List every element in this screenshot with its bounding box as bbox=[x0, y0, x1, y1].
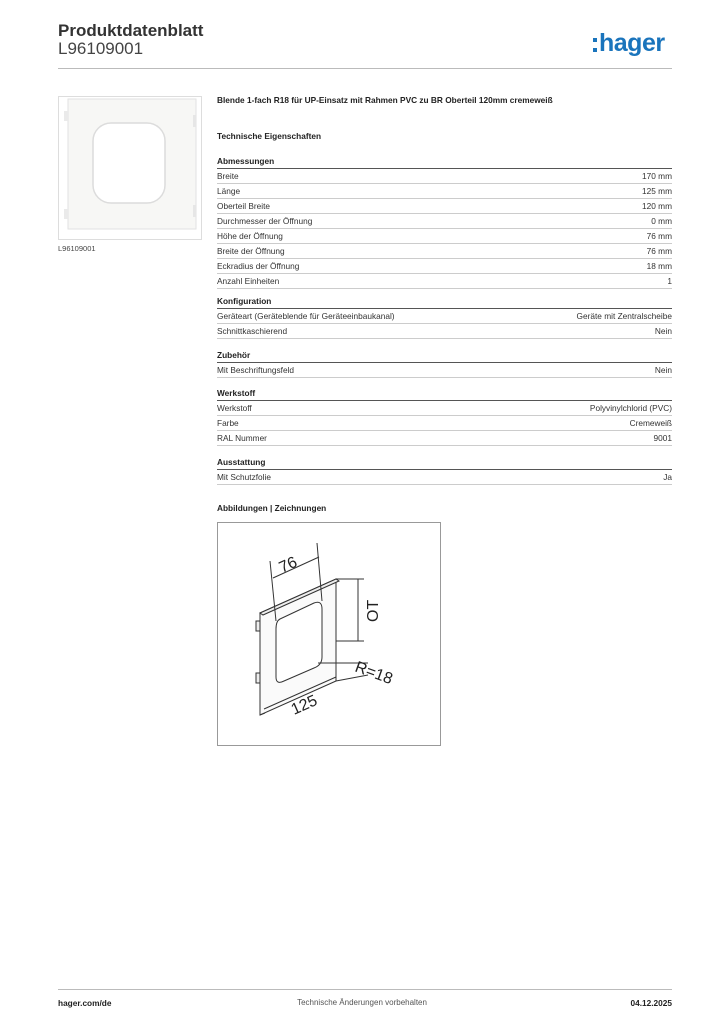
table-row bbox=[217, 259, 672, 274]
row-label: Farbe bbox=[217, 418, 239, 428]
cover-plate-image bbox=[59, 97, 201, 239]
section-title: Zubehör bbox=[217, 348, 672, 363]
table-row bbox=[217, 363, 672, 378]
section-werkstoff bbox=[217, 386, 672, 446]
page-title: Produktdatenblatt bbox=[58, 21, 204, 40]
table-row bbox=[217, 169, 672, 184]
table-row bbox=[217, 416, 672, 431]
logo-colon-icon bbox=[593, 38, 597, 52]
table-row bbox=[217, 401, 672, 416]
row-label: Breite der Öffnung bbox=[217, 246, 285, 256]
table-row bbox=[217, 431, 672, 446]
logo-text: hager bbox=[599, 28, 665, 57]
row-label: Anzahl Einheiten bbox=[217, 276, 280, 286]
row-label: Oberteil Breite bbox=[217, 201, 271, 211]
row-label: Höhe der Öffnung bbox=[217, 231, 283, 241]
dim-length-label: 125 bbox=[288, 692, 321, 719]
section-title: Konfiguration bbox=[217, 294, 672, 309]
row-label: Länge bbox=[217, 186, 241, 196]
section-title: Ausstattung bbox=[217, 455, 672, 470]
row-label: Durchmesser der Öffnung bbox=[217, 216, 313, 226]
row-value: 1 bbox=[667, 276, 672, 286]
table-row bbox=[217, 309, 672, 324]
dim-radius-label: R=18 bbox=[352, 658, 395, 688]
row-label: Breite bbox=[217, 171, 239, 181]
row-value: Geräte mit Zentralscheibe bbox=[576, 311, 672, 321]
technical-drawing bbox=[217, 522, 441, 746]
row-value: 120 mm bbox=[642, 201, 672, 211]
table-row bbox=[217, 324, 672, 339]
row-value: Polyvinylchlorid (PVC) bbox=[589, 403, 672, 413]
footer-disclaimer: Technische Änderungen vorbehalten bbox=[297, 998, 427, 1007]
row-value: Cremeweiß bbox=[629, 418, 672, 428]
product-number: L96109001 bbox=[58, 39, 144, 58]
row-label: Schnittkaschierend bbox=[217, 326, 288, 336]
row-value: Ja bbox=[663, 472, 672, 482]
product-thumbnail bbox=[58, 96, 202, 240]
table-row bbox=[217, 214, 672, 229]
row-value: 0 mm bbox=[651, 216, 672, 226]
dim-width-label: 76 bbox=[276, 553, 300, 577]
section-abmessungen bbox=[217, 154, 672, 289]
tech-properties-heading: Technische Eigenschaften bbox=[217, 131, 322, 141]
row-value: 170 mm bbox=[642, 171, 672, 181]
section-title: Werkstoff bbox=[217, 386, 672, 401]
row-value: 9001 bbox=[653, 433, 672, 443]
row-label: Mit Schutzfolie bbox=[217, 472, 271, 482]
section-konfiguration bbox=[217, 294, 672, 339]
header-divider bbox=[58, 68, 672, 69]
section-ausstattung bbox=[217, 455, 672, 485]
row-label: Werkstoff bbox=[217, 403, 252, 413]
row-label: Eckradius der Öffnung bbox=[217, 261, 300, 271]
row-label: RAL Nummer bbox=[217, 433, 267, 443]
hager-logo bbox=[593, 28, 665, 58]
table-row bbox=[217, 199, 672, 214]
thumbnail-caption: L96109001 bbox=[58, 244, 96, 253]
row-value: 125 mm bbox=[642, 186, 672, 196]
table-row bbox=[217, 244, 672, 259]
footer-divider bbox=[58, 989, 672, 990]
row-label: Geräteart (Geräteblende für Geräteeinbaukanal) bbox=[217, 311, 395, 321]
table-row bbox=[217, 470, 672, 485]
section-title: Abmessungen bbox=[217, 154, 672, 169]
section-zubehoer bbox=[217, 348, 672, 378]
row-label: Mit Beschriftungsfeld bbox=[217, 365, 295, 375]
dimension-drawing bbox=[218, 523, 440, 745]
figures-heading: Abbildungen | Zeichnungen bbox=[217, 503, 327, 513]
product-title: Blende 1-fach R18 für UP-Einsatz mit Rahmen PVC zu BR Oberteil 120mm cremeweiß bbox=[217, 95, 553, 105]
footer-date: 04.12.2025 bbox=[630, 998, 672, 1008]
row-value: 76 mm bbox=[646, 246, 672, 256]
row-value: Nein bbox=[654, 365, 672, 375]
table-row bbox=[217, 184, 672, 199]
footer-website-link[interactable]: hager.com/de bbox=[58, 998, 112, 1008]
row-value: 76 mm bbox=[646, 231, 672, 241]
row-value: Nein bbox=[654, 326, 672, 336]
row-value: 18 mm bbox=[646, 261, 672, 271]
table-row bbox=[217, 229, 672, 244]
dim-height-label: OT bbox=[365, 599, 382, 622]
table-row bbox=[217, 274, 672, 289]
